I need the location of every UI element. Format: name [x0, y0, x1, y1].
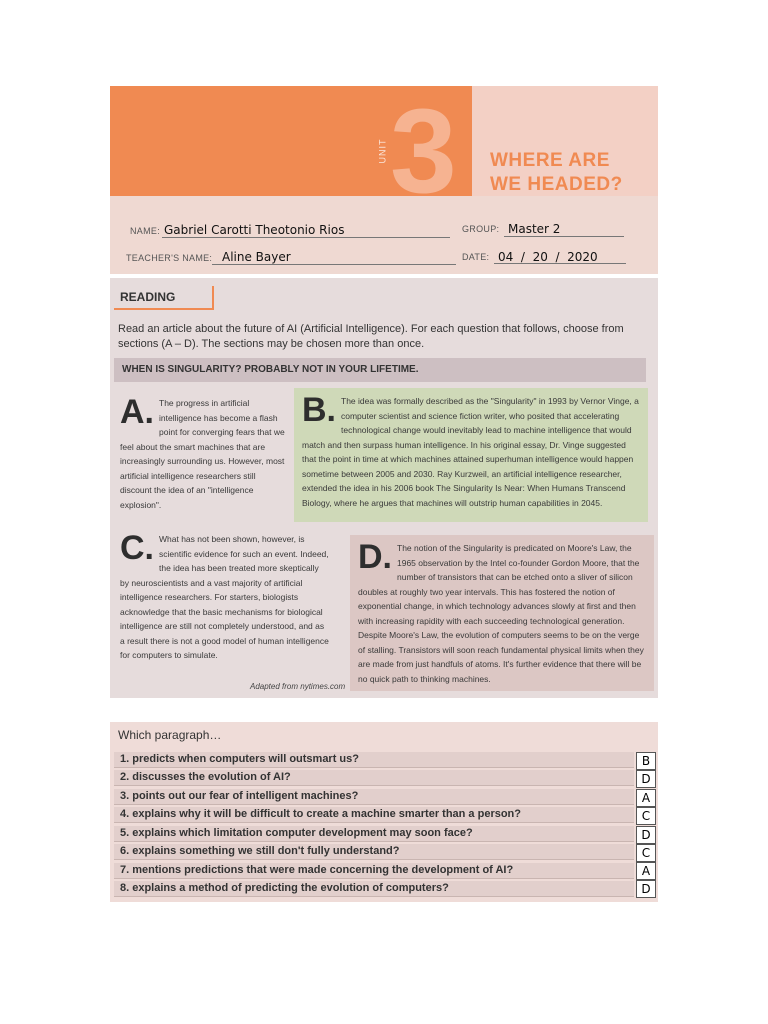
section-a	[114, 392, 294, 520]
group-field[interactable]: Master 2	[508, 222, 561, 236]
section-c-letter: C.	[120, 529, 154, 567]
unit-title-line2: WE HEADED?	[490, 174, 623, 195]
question-text: 2. discusses the evolution of AI?	[120, 771, 291, 783]
teacher-field[interactable]: Aline Bayer	[222, 250, 291, 264]
question-row	[114, 770, 634, 786]
source-credit: Adapted from nytimes.com	[250, 682, 346, 691]
question-text: 4. explains why it will be difficult to create a machine smarter than a person?	[120, 808, 522, 820]
article-title: WHEN IS SINGULARITY? PROBABLY NOT IN YOUR LIFETIME.	[122, 364, 419, 375]
date-field[interactable]: 04 / 20 / 2020	[498, 250, 598, 264]
reading-section	[110, 278, 658, 698]
answer-box[interactable]: D	[636, 826, 656, 844]
question-text: 1. predicts when computers will outsmart us?	[120, 753, 359, 765]
answer-box[interactable]: C	[636, 807, 656, 825]
questions-section	[110, 722, 658, 902]
reading-instructions: Read an article about the future of AI (Artificial Intelligence). For each question that follows, choose from sections (A – D). The sections may be chosen more than once.	[118, 323, 624, 350]
group-line	[504, 236, 624, 237]
unit-title-line1: WHERE ARE	[490, 150, 610, 171]
section-d	[350, 535, 654, 691]
question-row	[114, 752, 634, 768]
section-a-text: The progress in artificial intelligence has become a flash point for converging fears that we feel about the smart machines that are increasingly surrounding us. However, most artificial intelligence researchers still discount the idea of an "intelligence explosion".	[120, 398, 285, 510]
name-field[interactable]: Gabriel Carotti Theotonio Rios	[164, 223, 345, 237]
reading-heading: READING	[120, 290, 176, 304]
answer-box[interactable]: D	[636, 770, 656, 788]
answer-box[interactable]: A	[636, 862, 656, 880]
section-d-text: The notion of the Singularity is predicated on Moore's Law, the 1965 observation by the Intel co-founder Gordon Moore, that the number of transistors that can be etched onto a sliver of silicon doubles at roughly two year intervals. This has fostered the notion of exponential change, in which technology advances slowly at first and then with increasing rapidity with each succeeding technological generation. Despite Moore's Law, the evolution of computers seems to be on the verge of stalling. Transistors will soon reach fundamental physical limits when they are made from just handfuls of atoms. It's further evidence that there will be no quick path to thinking machines.	[358, 543, 644, 684]
section-c-text: What has not been shown, however, is scientific evidence for such an event. Indeed, the idea has been treated more skeptically by neuroscientists and a vast majority of artificial intelligence researchers. For starters, biologists acknowledge that the basic mechanisms for biological intelligence are still not completely understood, and as a result there is not a good model of human intelligence for computers to simulate.	[120, 534, 329, 660]
teacher-line	[212, 264, 456, 265]
section-b	[294, 388, 648, 522]
question-text: 7. mentions predictions that were made concerning the development of AI?	[120, 864, 514, 876]
section-a-letter: A.	[120, 393, 154, 431]
question-row	[114, 789, 634, 805]
date-label: DATE:	[462, 252, 490, 262]
answer-box[interactable]: D	[636, 880, 656, 898]
unit-number: 3	[390, 86, 457, 218]
question-row	[114, 881, 634, 897]
answer-box[interactable]: C	[636, 844, 656, 862]
teacher-label: TEACHER'S NAME:	[126, 253, 213, 263]
section-b-text: The idea was formally described as the "Singularity" in 1993 by Vernor Vinge, a computer scientist and science fiction writer, who posited that accelerating technological change would inevitably lead to machine intelligence that would match and then surpass human intelligence. In his original essay, Dr. Vinge suggested that the point in time at which machines attained superhuman intelligence would happen sometime between 2005 and 2030. Ray Kurzweil, an artificial intelligence researcher, extended the idea in his 2006 book The Singularity Is Near: When Humans Transcend Biology, where he argues that machines will outstrip human capabilities in 2045.	[302, 396, 639, 508]
question-row	[114, 807, 634, 823]
question-text: 8. explains a method of predicting the evolution of computers?	[120, 882, 449, 894]
worksheet-header	[110, 86, 658, 274]
question-row	[114, 844, 634, 860]
unit-label: UNIT	[377, 138, 388, 164]
section-d-letter: D.	[358, 538, 392, 576]
answer-box[interactable]: B	[636, 752, 656, 770]
question-row	[114, 863, 634, 879]
answer-box[interactable]: A	[636, 789, 656, 807]
questions-heading: Which paragraph…	[118, 728, 222, 742]
question-text: 6. explains something we still don't fully understand?	[120, 845, 400, 857]
group-label: GROUP:	[462, 224, 500, 234]
question-row	[114, 826, 634, 842]
name-line	[162, 237, 450, 238]
name-label: NAME:	[130, 226, 161, 236]
question-text: 3. points out our fear of intelligent machines?	[120, 790, 359, 802]
section-c	[114, 528, 336, 678]
question-text: 5. explains which limitation computer development may soon face?	[120, 827, 473, 839]
section-b-letter: B.	[302, 391, 336, 429]
